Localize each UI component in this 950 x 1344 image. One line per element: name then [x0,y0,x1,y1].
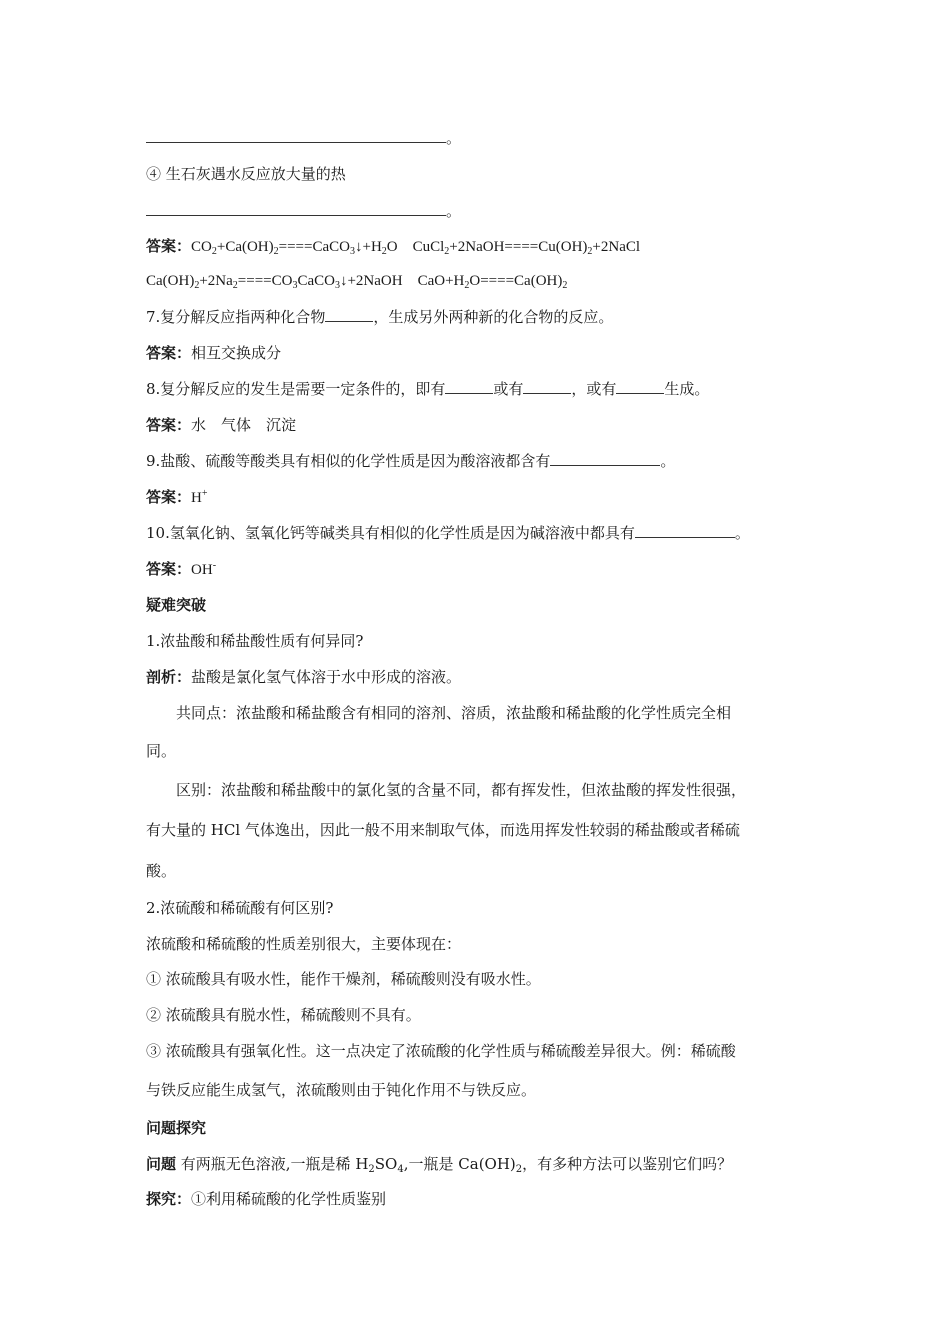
item-4-quicklime: ④ 生石灰遇水反应放大量的热 [146,165,346,183]
answer-8: 答案：水 气体 沉淀 [146,416,297,434]
question-9: 9.盐酸、硫酸等酸类具有相似的化学性质是因为酸溶液都含有 。 [146,452,676,470]
fill-blank [616,379,664,394]
analysis-label: 剖析： [146,668,192,686]
paragraph-difference-line-2: 有大量的 HCl 气体逸出，因此一般不用来制取气体，而选用挥发性较弱的稀盐酸或者稀硫 [146,821,740,839]
exploration: 探究：①利用稀硫酸的化学性质鉴别 [146,1190,387,1208]
answer-blank-line-4: 。 [146,201,461,221]
fill-blank [523,379,571,394]
answer-label: 答案： [146,416,192,434]
problem-statement: 问题 有两瓶无色溶液,一瓶是稀 $H_2SO_4$,一瓶是 $Ca(OH)_2$，有多种方法可以鉴别它们吗？ [146,1155,733,1175]
difficulty-2-item-3-line-2: 与铁反应能生成氢气，浓硫酸则由于钝化作用不与铁反应。 [146,1081,537,1099]
fill-blank [635,523,735,538]
fill-blank [146,128,446,143]
answer-blank-line-3: 。 [146,128,461,148]
answer-6-equations-line-1: 答案：$CO_2+Ca(OH)_2====CaCO_3↓+H_2O$ $CuCl_2+2NaOH====Cu(OH)_2+2NaCl$ [146,237,641,257]
answer-label: 答案： [146,237,192,255]
fill-blank [550,451,660,466]
difficulty-2-question: 2.浓硫酸和稀硫酸有何区别? [146,899,334,917]
question-10: 10.氢氧化钠、氢氧化钙等碱类具有相似的化学性质是因为碱溶液中都具有 。 [146,524,750,542]
answer-label: 答案： [146,560,192,578]
section-heading-yinan: 疑难突破 [146,596,207,614]
difficulty-2-item-3-line-1: ③ 浓硫酸具有强氧化性。这一点决定了浓硫酸的化学性质与稀硫酸差异很大。例：稀硫酸 [146,1042,736,1060]
difficulty-2-item-1: ① 浓硫酸具有吸水性，能作干燥剂，稀硫酸则没有吸水性。 [146,970,541,988]
difficulty-1-question: 1.浓盐酸和稀盐酸性质有何异同? [146,632,364,650]
section-heading-wenti: 问题探究 [146,1119,207,1137]
answer-10: 答案：OH- [146,560,217,578]
answer-6-equations-line-2: $Ca(OH)_2+2Na_2====CO_3CaCO_3↓+2NaOH$ $CaO+H_2O====Ca(OH)_2$ [146,273,568,291]
question-8: 8.复分解反应的发生是需要一定条件的，即有 或有 ，或有 生成。 [146,380,710,398]
exploration-label: 探究： [146,1190,192,1208]
fill-blank [146,201,446,216]
difficulty-2-item-2: ② 浓硫酸具有脱水性，稀硫酸则不具有。 [146,1006,421,1024]
question-7: 7.复分解反应指两种化合物 ，生成另外两种新的化合物的反应。 [146,308,614,326]
problem-label: 问题 [146,1155,177,1173]
paragraph-difference-line-1: 区别：浓盐酸和稀盐酸中的氯化氢的含量不同，都有挥发性，但浓盐酸的挥发性很强， [176,781,747,799]
difficulty-1-analysis: 剖析：盐酸是氯化氢气体溶于水中形成的溶液。 [146,668,462,686]
paragraph-common-line-1: 共同点：浓盐酸和稀盐酸含有相同的溶剂、溶质，浓盐酸和稀盐酸的化学性质完全相 [176,704,732,722]
difficulty-2-intro: 浓硫酸和稀硫酸的性质差别很大，主要体现在： [146,935,462,953]
answer-label: 答案： [146,488,192,506]
fill-blank [325,307,373,322]
answer-7: 答案：相互交换成分 [146,344,282,362]
paragraph-common-line-2: 同。 [146,742,177,760]
fill-blank [445,379,493,394]
answer-label: 答案： [146,344,192,362]
answer-9: 答案：H+ [146,488,208,506]
paragraph-difference-line-3: 酸。 [146,862,177,880]
